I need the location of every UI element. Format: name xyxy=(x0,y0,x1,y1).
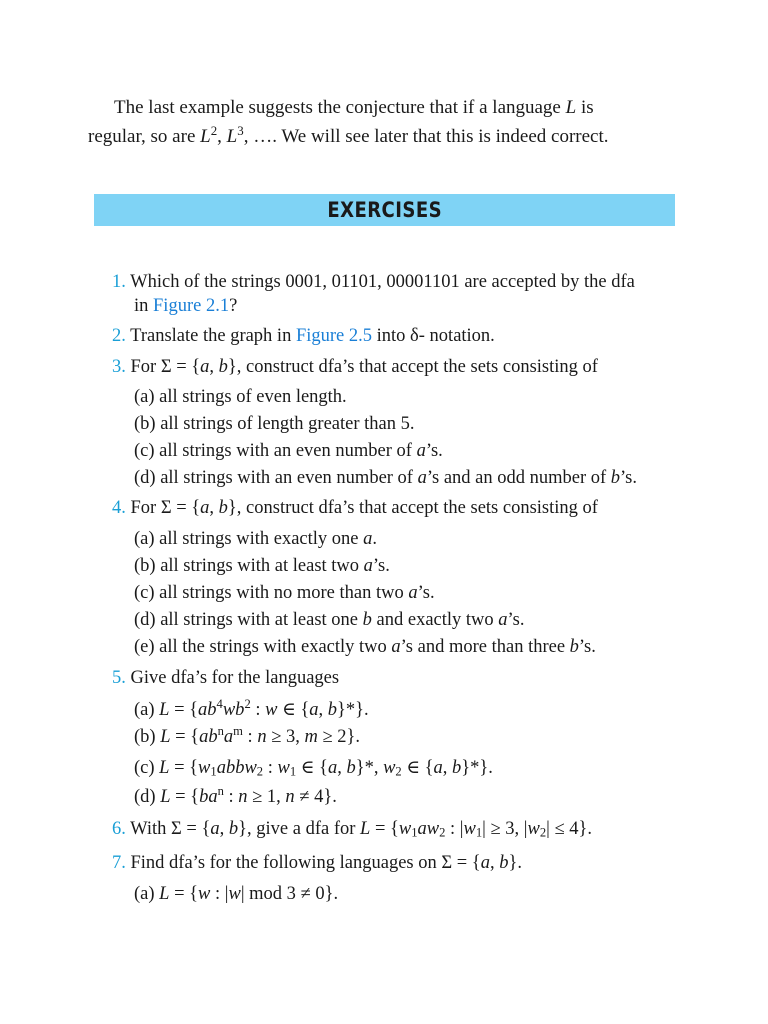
subscript: 2 xyxy=(256,764,264,779)
intro-line-1: The last example suggests the conjecture that if a language L is xyxy=(114,97,594,118)
subscript: 1 xyxy=(210,764,217,779)
exercise-5d: (d) $L = \{ba^n$ : n ≥ 1, n ≠ 4}. xyxy=(134,784,337,807)
math-variable: L xyxy=(360,819,371,839)
math-variable: m xyxy=(304,727,318,747)
math-variable: a xyxy=(408,583,418,603)
exercise-number: 1. xyxy=(112,272,126,292)
exercise-3: 3. For Σ = {a, b}, construct dfa’s that accept the sets consisting of xyxy=(112,357,598,377)
math-variable: L xyxy=(160,787,171,807)
math-variable: L xyxy=(159,700,170,720)
superscript: n xyxy=(217,784,224,799)
exercises-heading: EXERCISES xyxy=(327,198,442,222)
math-variable: a xyxy=(417,468,427,488)
math-variable: b xyxy=(327,700,338,720)
math-variable: w xyxy=(265,700,278,720)
math-variable: n xyxy=(285,787,295,807)
math-variable: L xyxy=(159,758,170,778)
exercise-3a: (a) all strings of even length. xyxy=(134,387,347,407)
subscript: 2 xyxy=(395,764,402,779)
math-variable: a xyxy=(480,853,490,873)
math-variable: L xyxy=(160,727,171,747)
exercise-5b: (b) $L = \{ab^na^m$ : n ≥ 3, m ≥ 2}. xyxy=(134,724,361,747)
exercise-5a: (a) $L = \{ab^4wb^2$ : w ∈ {a, b}*}. xyxy=(134,697,369,720)
math-variable: a xyxy=(200,357,210,377)
exercise-4c: (c) all strings with no more than two a’s. xyxy=(134,583,435,603)
math-variable: a xyxy=(327,758,338,778)
exercise-3d: (d) all strings with an even number of a’s and an odd number of b’s. xyxy=(134,468,638,488)
math-variable: abbw xyxy=(216,758,257,778)
math-variable: a xyxy=(363,556,373,576)
math-variable: L xyxy=(226,126,238,147)
exercise-1: 1. Which of the strings 0001, 01101, 00001101 are accepted by the dfa xyxy=(112,272,635,292)
exercise-number: 7. xyxy=(112,853,126,873)
exercise-number: 3. xyxy=(112,357,126,377)
subscript: 1 xyxy=(289,764,297,779)
math-variable: a xyxy=(363,529,373,549)
exercise-number: 4. xyxy=(112,498,126,518)
math-variable: L xyxy=(159,884,170,904)
figure-link[interactable]: Figure 2.5 xyxy=(295,326,373,346)
exercise-3c: (c) all strings with an even number of a’s. xyxy=(134,441,443,461)
exercise-4: 4. For Σ = {a, b}, construct dfa’s that accept the sets consisting of xyxy=(112,498,598,518)
math-variable: w xyxy=(463,819,476,839)
superscript: 2 xyxy=(244,697,251,712)
math-variable: a xyxy=(433,758,443,778)
math-variable: ba xyxy=(199,787,218,807)
subscript: 1 xyxy=(411,825,418,840)
exercise-number: 2. xyxy=(112,326,126,346)
math-variable: w xyxy=(228,884,241,904)
math-variable: n xyxy=(257,727,267,747)
math-variable: b xyxy=(228,819,239,839)
math-variable: aw xyxy=(417,819,440,839)
exercise-5: 5. Give dfa’s for the languages xyxy=(112,668,340,688)
math-variable: wb xyxy=(222,700,245,720)
math-variable: ab xyxy=(198,700,217,720)
math-variable: n xyxy=(238,787,248,807)
exercise-4d: (d) all strings with at least one b and exactly two a’s. xyxy=(134,610,525,630)
math-variable: b xyxy=(452,758,462,778)
math-variable: b xyxy=(362,610,372,630)
exercise-2: 2. Translate the graph in Figure 2.5 into δ- notation. xyxy=(112,326,495,346)
exercise-7a: (a) L = {w : |w| mod 3 ≠ 0}. xyxy=(134,884,339,904)
math-variable: b xyxy=(218,498,228,518)
exercise-1-cont: in Figure 2.1? xyxy=(134,296,238,316)
math-variable: a xyxy=(416,441,426,461)
math-variable: b xyxy=(499,853,509,873)
math-variable: w xyxy=(198,758,211,778)
math-variable: b xyxy=(346,758,356,778)
math-variable: a xyxy=(498,610,508,630)
math-variable: a xyxy=(223,727,234,747)
math-variable: a xyxy=(200,498,210,518)
math-variable: w xyxy=(198,884,211,904)
superscript: m xyxy=(233,724,243,739)
math-variable: a xyxy=(309,700,319,720)
superscript: 4 xyxy=(216,697,223,712)
math-variable: w xyxy=(527,819,540,839)
math-variable: b xyxy=(569,637,579,657)
subscript: 2 xyxy=(539,825,547,840)
exercise-4e: (e) all the strings with exactly two a’s and more than three b’s. xyxy=(134,637,596,657)
math-variable: L xyxy=(565,97,577,118)
exercise-5c: (c) $L = \{w_1abbw_2$ : $w_1$ ∈ {a, b}*, $w_2$ ∈ {a, b}*}. xyxy=(134,758,493,779)
math-variable: w xyxy=(277,758,290,778)
math-variable: w xyxy=(398,819,412,839)
math-variable: ab xyxy=(199,727,218,747)
exercise-number: 5. xyxy=(112,668,126,688)
subscript: 1 xyxy=(475,825,483,840)
exercise-3b: (b) all strings of length greater than 5. xyxy=(134,414,415,434)
exercise-7: 7. Find dfa’s for the following languages on Σ = {a, b}. xyxy=(112,853,522,873)
superscript: n xyxy=(217,724,224,739)
exercise-6: 6. With Σ = {a, b}, give a dfa for $L = \{w_1aw_2$ : $|w_1| \ge 3$, $|w_2| \le 4$}. xyxy=(112,819,592,840)
exercise-4b: (b) all strings with at least two a’s. xyxy=(134,556,390,576)
math-variable: w xyxy=(383,758,396,778)
math-variable: a xyxy=(391,637,401,657)
math-variable: L xyxy=(200,126,211,147)
subscript: 2 xyxy=(439,825,446,840)
intro-line-2: regular, so are $L^2$, $L^3$, …. We will see later that this is indeed correct. xyxy=(88,122,609,147)
math-variable: b xyxy=(610,468,621,488)
superscript: 3 xyxy=(237,122,244,138)
superscript: 2 xyxy=(210,122,218,138)
exercise-4a: (a) all strings with exactly one a. xyxy=(134,529,378,549)
math-variable: b xyxy=(218,357,228,377)
exercise-number: 6. xyxy=(112,819,126,839)
figure-link[interactable]: Figure 2.1 xyxy=(153,296,230,316)
math-variable: a xyxy=(210,819,220,839)
